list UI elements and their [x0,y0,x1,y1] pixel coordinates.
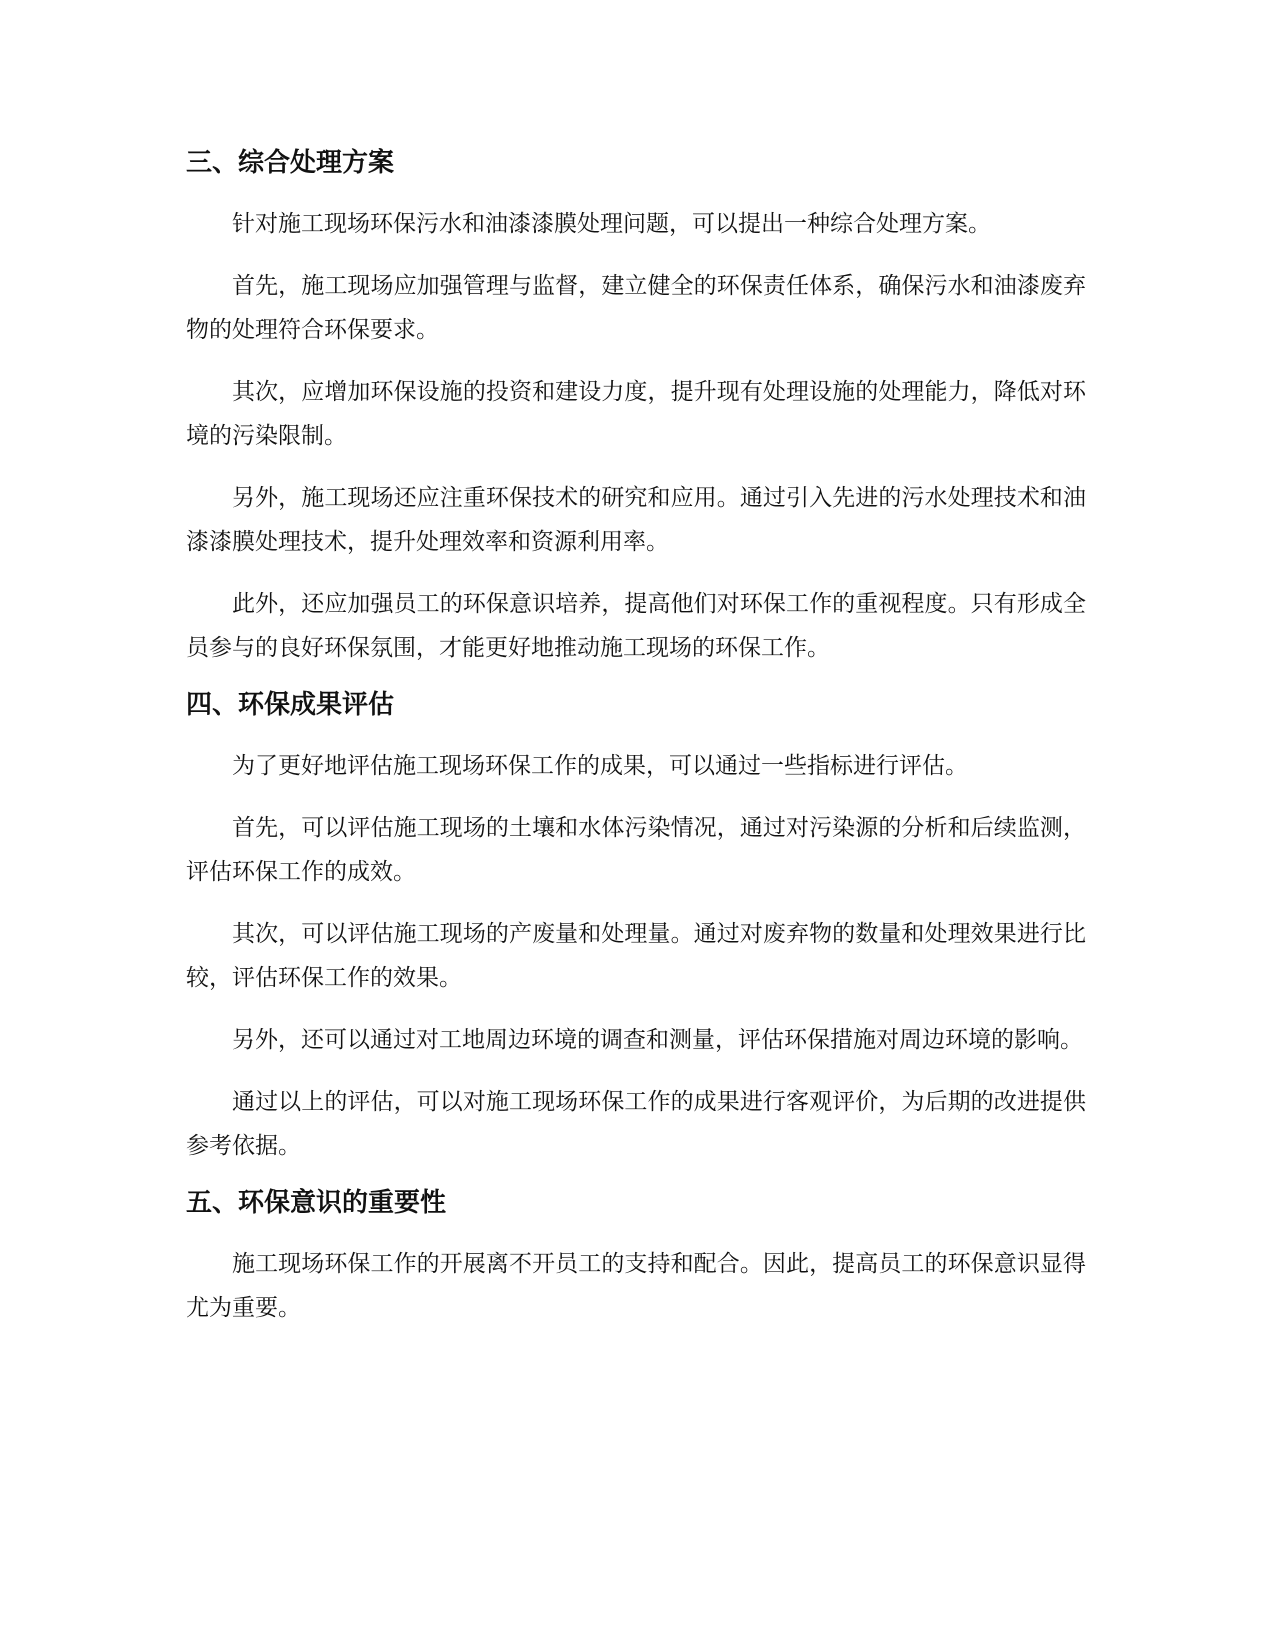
paragraph: 其次，应增加环保设施的投资和建设力度，提升现有处理设施的处理能力，降低对环境的污染限制。 [186,379,1086,449]
section-heading: 五、环保意识的重要性 [186,1188,447,1218]
section-comprehensive-plan [186,146,1086,670]
paragraph: 通过以上的评估，可以对施工现场环保工作的成果进行客观评价，为后期的改进提供参考依据。 [186,1089,1086,1159]
section-awareness-importance [186,1186,1086,1330]
paragraph: 首先，施工现场应加强管理与监督，建立健全的环保责任体系，确保污水和油漆废弃物的处理符合环保要求。 [186,273,1086,343]
document-body [186,146,1086,1348]
paragraph: 首先，可以评估施工现场的土壤和水体污染情况，通过对污染源的分析和后续监测，评估环保工作的成效。 [186,815,1086,885]
paragraph: 为了更好地评估施工现场环保工作的成果，可以通过一些指标进行评估。 [232,753,968,779]
paragraph: 其次，可以评估施工现场的产废量和处理量。通过对废弃物的数量和处理效果进行比较，评估环保工作的效果。 [186,921,1086,991]
paragraph: 施工现场环保工作的开展离不开员工的支持和配合。因此，提高员工的环保意识显得尤为重要。 [186,1251,1086,1321]
section-heading: 三、综合处理方案 [186,148,395,178]
paragraph: 针对施工现场环保污水和油漆漆膜处理问题，可以提出一种综合处理方案。 [232,211,991,237]
paragraph: 此外，还应加强员工的环保意识培养，提高他们对环保工作的重视程度。只有形成全员参与的良好环保氛围，才能更好地推动施工现场的环保工作。 [186,591,1086,661]
section-results-evaluation [186,688,1086,1168]
section-heading: 四、环保成果评估 [186,690,395,720]
paragraph: 另外，还可以通过对工地周边环境的调查和测量，评估环保措施对周边环境的影响。 [232,1027,1083,1053]
paragraph: 另外，施工现场还应注重环保技术的研究和应用。通过引入先进的污水处理技术和油漆漆膜处理技术，提升处理效率和资源利用率。 [186,485,1086,555]
